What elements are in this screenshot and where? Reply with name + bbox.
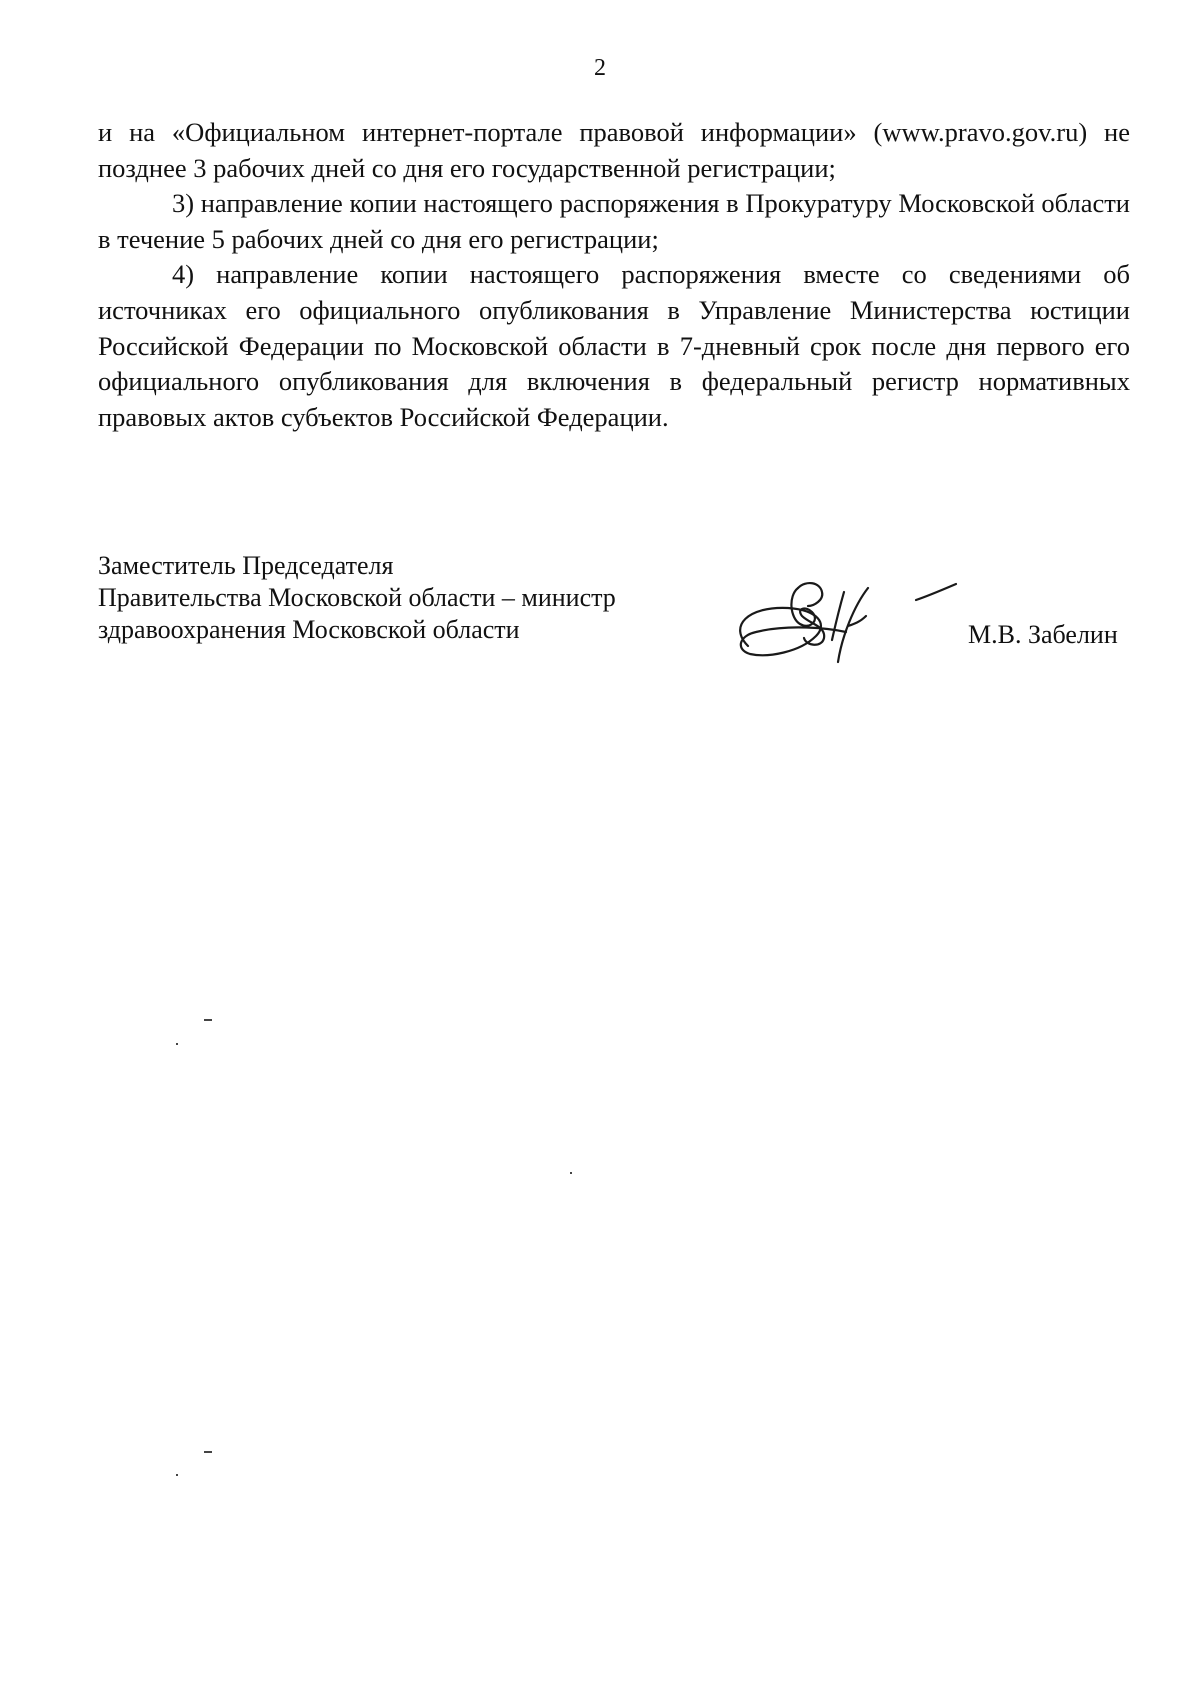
scan-speck [204, 1451, 212, 1453]
scan-speck [570, 1172, 572, 1174]
document-body [98, 115, 1130, 435]
scan-speck [204, 1019, 212, 1021]
signatory-title [98, 550, 616, 646]
page-number: 2 [594, 55, 606, 81]
scan-speck [176, 1474, 178, 1476]
signatory-title-line: Заместитель Председателя [98, 551, 394, 580]
paragraph-item-4: 4) направление копии настоящего распоряжения вместе со сведениями об источниках его официального опубликования в Управление Министерства юстиции Российской Федерации по Московской области в 7-дневный срок после дня первого его официального опубликования для включения в федеральный регистр нормативных правовых актов субъектов Российской Федерации. [98, 259, 1130, 432]
signatory-title-line: Правительства Московской области – министр [98, 583, 616, 612]
paragraph-continuation: и на «Официальном интернет-портале правовой информации» (www.pravo.gov.ru) не позднее 3 рабочих дней со дня его государственной регистрации; [98, 117, 1130, 183]
signatory-name: М.В. Забелин [968, 620, 1118, 649]
signatory-title-line: здравоохранения Московской области [98, 615, 520, 644]
paragraph-item-3: 3) направление копии настоящего распоряжения в Прокуратуру Московской области в течение 5 рабочих дней со дня его регистрации; [98, 188, 1130, 254]
handwritten-signature [728, 566, 988, 676]
scan-speck [176, 1043, 178, 1045]
